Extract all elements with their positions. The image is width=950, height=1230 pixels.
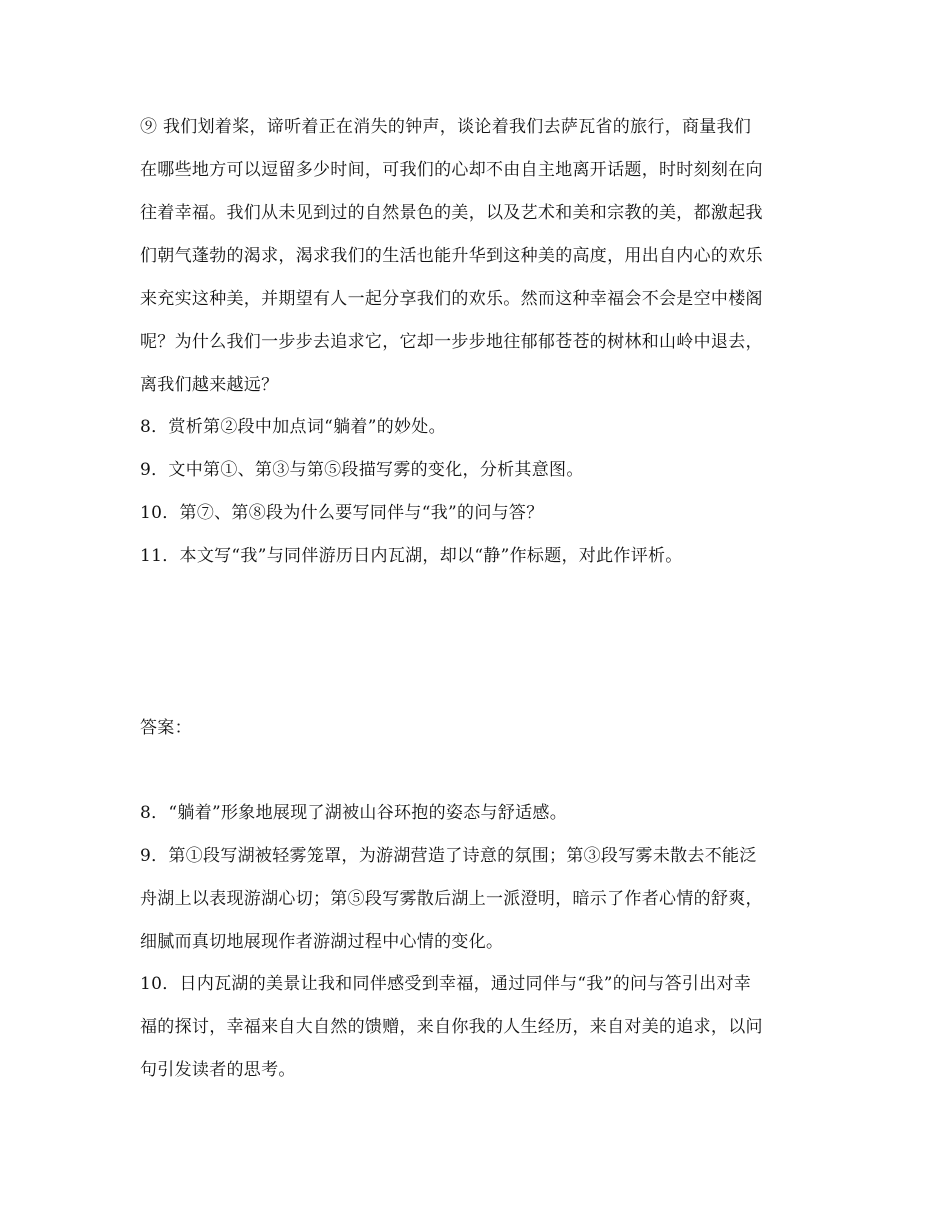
question-8: 8．赏析第②段中加点词“躺着”的妙处。 — [140, 417, 446, 437]
passage-line: 们朝气蓬勃的渴求，渴求我们的生活也能升华到这种美的高度，用出自内心的欢乐 — [140, 246, 763, 266]
passage-line: 呢？为什么我们一步步去追求它，它却一步步地往郁郁苍苍的树林和山岭中退去， — [140, 332, 763, 352]
question-10: 10．第⑦、第⑧段为什么要写同伴与“我”的问与答？ — [140, 503, 544, 523]
answer-9-line: 舟湖上以表现游湖心切；第⑤段写雾散后湖上一派澄明，暗示了作者心情的舒爽， — [140, 889, 763, 909]
answer-10-line: 10．日内瓦湖的美景让我和同伴感受到幸福，通过同伴与“我”的问与答引出对幸 — [140, 974, 752, 994]
answer-9-line: 9．第①段写湖被轻雾笼罩，为游湖营造了诗意的氛围；第③段写雾未散去不能泛 — [140, 846, 757, 866]
question-11: 11．本文写“我”与同伴游历日内瓦湖，却以“静”作标题，对此作评析。 — [140, 546, 683, 566]
passage-line: 往着幸福。我们从未见到过的自然景色的美，以及艺术和美和宗教的美，都激起我 — [140, 203, 763, 223]
answer-8: 8．“躺着”形象地展现了湖被山谷环抱的姿态与舒适感。 — [140, 803, 567, 823]
answers-heading: 答案： — [140, 718, 192, 738]
passage-line: ⑨ 我们划着桨，谛听着正在消失的钟声，谈论着我们去萨瓦省的旅行，商量我们 — [140, 117, 752, 137]
answer-9-line: 细腻而真切地展现作者游湖过程中心情的变化。 — [140, 932, 504, 952]
question-9: 9．文中第①、第③与第⑤段描写雾的变化，分析其意图。 — [140, 460, 584, 480]
answer-10-line: 福的探讨，幸福来自大自然的馈赠，来自你我的人生经历，来自对美的追求，以问 — [140, 1017, 763, 1037]
passage-line: 在哪些地方可以逗留多少时间，可我们的心却不由自主地离开话题，时时刻刻在向 — [140, 160, 763, 180]
passage-line: 来充实这种美，并期望有人一起分享我们的欢乐。然而这种幸福会不会是空中楼阁 — [140, 289, 763, 309]
answer-10-line: 句引发读者的思考。 — [140, 1060, 296, 1080]
passage-line: 离我们越来越远？ — [140, 375, 279, 395]
